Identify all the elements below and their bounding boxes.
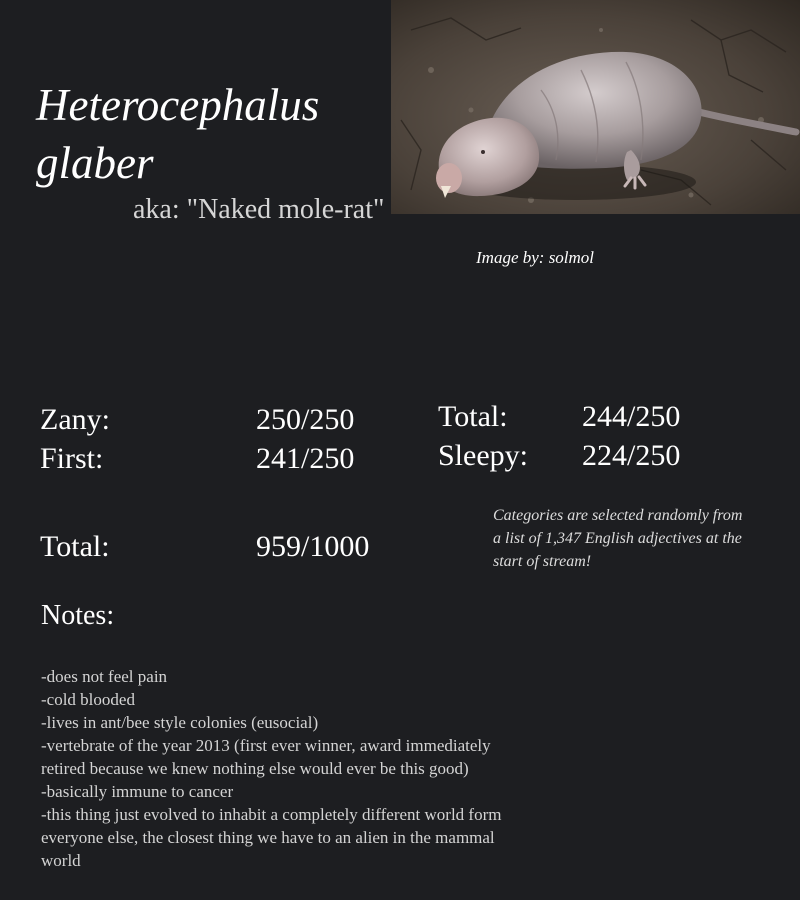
note-item: -cold blooded (41, 690, 135, 709)
species-title: Heterocephalus glaber (36, 80, 320, 188)
note-item: -lives in ant/bee style colonies (eusocial) (41, 713, 319, 732)
score-label-zany: Zany: (40, 403, 110, 436)
score-value-first: 241/250 (256, 442, 355, 475)
overall-total-value: 959/1000 (256, 530, 370, 563)
score-value-sleepy: 224/250 (582, 439, 681, 472)
score-label-first: First: (40, 442, 104, 475)
common-name: aka: "Naked mole-rat" (133, 194, 385, 225)
score-value-total-category: 244/250 (582, 400, 681, 433)
score-label-sleepy: Sleepy: (438, 439, 528, 472)
note-item: -this thing just evolved to inhabit a completely different world form everyone else, the closest thing we have to an alien in the mammal world (41, 805, 502, 870)
note-item: -vertebrate of the year 2013 (first ever winner, award immediately retired because we knew nothing else would ever be this good) (41, 736, 491, 778)
image-credit: Image by: solmol (476, 248, 595, 267)
notes-list (41, 665, 521, 872)
score-value-zany: 250/250 (256, 403, 355, 436)
overall-total-label: Total: (40, 530, 110, 563)
score-label-total-category: Total: (438, 400, 508, 433)
note-item: -does not feel pain (41, 667, 168, 686)
note-item: -basically immune to cancer (41, 782, 234, 801)
notes-heading: Notes: (41, 600, 115, 631)
naked-mole-rat-photo (391, 0, 800, 214)
category-disclaimer: Categories are selected randomly from a list of 1,347 English adjectives at the start of stream! (493, 507, 743, 570)
